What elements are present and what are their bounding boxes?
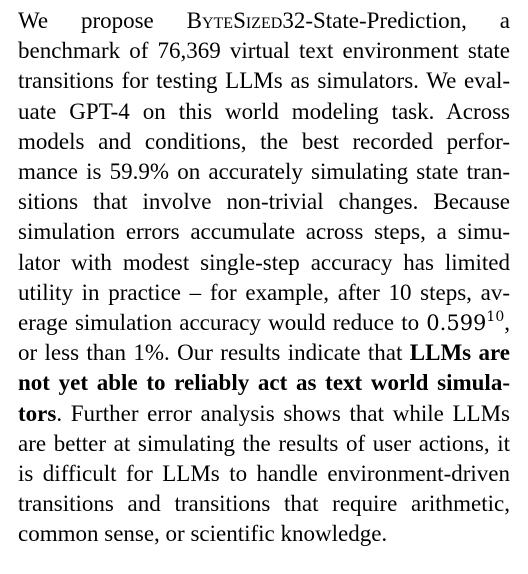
text-line: models and conditions, the best recorded perfor- (18, 128, 510, 154)
text-line: benchmark of 76,369 virtual text environment state (18, 38, 510, 64)
key-finding-text: tors (18, 400, 57, 426)
abstract-paragraph (18, 6, 510, 550)
text-line: transitions for testing LLMs as simulators. We eval- (18, 68, 510, 94)
text-line: lator with modest single-step accuracy has limited (18, 249, 510, 275)
text-line: simulation errors accumulate across steps, a simu- (18, 219, 510, 245)
text-line: are better at simulating the results of user actions, it (18, 430, 510, 456)
text-line: tors. Further error analysis shows that while LLMs (18, 400, 510, 426)
math-expression: 0.599$^{10}$ (426, 309, 505, 336)
text-line: uate GPT-4 on this world modeling task. Across (18, 98, 510, 124)
key-finding-text: not yet able to reliably act as text world simula- (18, 370, 510, 396)
text-line: We propose ByteSized32-State-Prediction, a (18, 8, 510, 33)
text-line: is difficult for LLMs to handle environment-driven (18, 461, 510, 487)
benchmark-name: ByteSized (186, 8, 283, 33)
text-line: utility in practice – for example, after 10 steps, av- (18, 279, 510, 305)
text-line: common sense, or scientific knowledge. (18, 521, 388, 547)
text-line: sitions that involve non-trivial changes. Because (18, 189, 510, 215)
text-line: or less than 1%. Our results indicate that LLMs are (18, 340, 510, 366)
text-line: mance is 59.9% on accurately simulating state tran- (18, 159, 510, 185)
text-line (18, 368, 510, 398)
text-line: erage simulation accuracy would reduce to 0.599$^{10}$, (18, 309, 510, 336)
text-line: transitions and transitions that require arithmetic, (18, 491, 510, 517)
key-finding-text: LLMs are (409, 340, 510, 366)
